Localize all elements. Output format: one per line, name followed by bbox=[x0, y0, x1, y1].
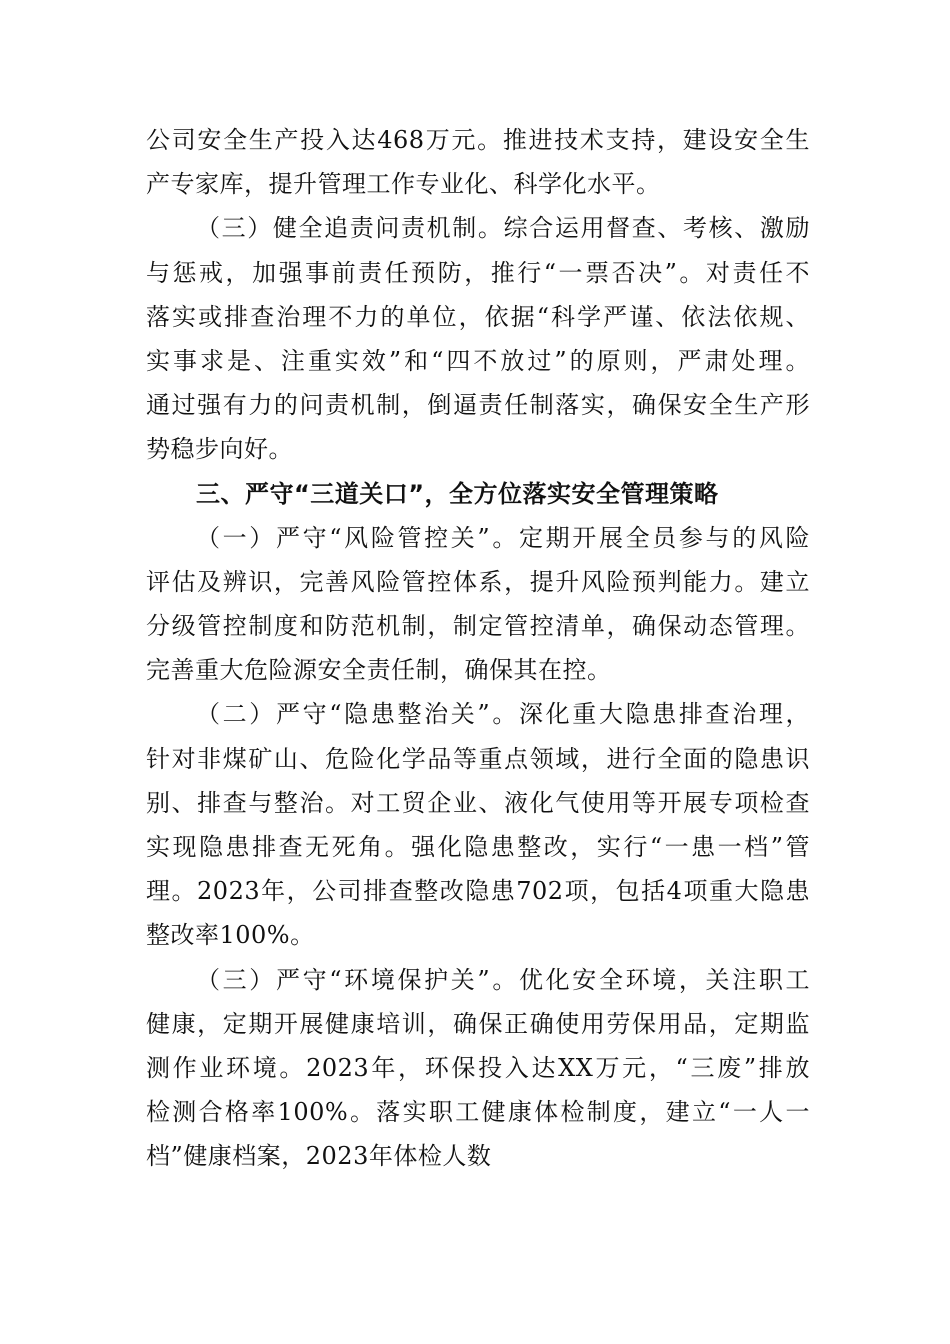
text-line: 分级管控制度和防范机制，制定管控清单，确保动态管理。 bbox=[146, 612, 810, 641]
text-line: 健康，定期开展健康培训，确保正确使用劳保用品，定期监 bbox=[146, 1009, 810, 1038]
text-line: 测作业环境。2023年，环保投入达XX万元，“三废”排放 bbox=[146, 1053, 810, 1082]
text-line: 落实或排查治理不力的单位，依据“科学严谨、依法依规、 bbox=[146, 302, 810, 331]
text-line: 针对非煤矿山、危险化学品等重点领域，进行全面的隐患识 bbox=[146, 744, 810, 773]
section-heading: 三、严守“三道关口”，全方位落实安全管理策略 bbox=[196, 479, 719, 508]
text-line: 检测合格率100%。落实职工健康体检制度，建立“一人一 bbox=[146, 1098, 810, 1127]
text-line: 别、排查与整治。对工贸企业、液化气使用等开展专项检查 bbox=[146, 788, 810, 817]
text-line: 与惩戒，加强事前责任预防，推行“一票否决”。对责任不 bbox=[146, 258, 810, 287]
text-line: 通过强有力的问责机制，倒逼责任制落实，确保安全生产形 bbox=[146, 391, 810, 420]
text-line: 档”健康档案，2023年体检人数 bbox=[146, 1142, 492, 1171]
text-line: 公司安全生产投入达468万元。推进技术支持，建设安全生 bbox=[146, 126, 810, 154]
text-line: 整改率100%。 bbox=[146, 921, 315, 950]
text-line: （三）严守“环境保护关”。优化安全环境，关注职工 bbox=[196, 965, 810, 994]
text-line: 理。2023年，公司排查整改隐患702项，包括4项重大隐患 bbox=[146, 877, 810, 906]
text-line: （一）严守“风险管控关”。定期开展全员参与的风险 bbox=[196, 523, 810, 552]
text-line: 产专家库，提升管理工作专业化、科学化水平。 bbox=[146, 170, 661, 199]
text-line: 评估及辨识，完善风险管控体系，提升风险预判能力。建立 bbox=[146, 567, 810, 596]
text-line: （三）健全追责问责机制。综合运用督查、考核、激励 bbox=[196, 214, 810, 243]
document-body bbox=[146, 118, 810, 1179]
text-line: 实事求是、注重实效”和“四不放过”的原则，严肃处理。 bbox=[146, 346, 810, 375]
text-line: 完善重大危险源安全责任制，确保其在控。 bbox=[146, 656, 612, 685]
text-line: 实现隐患排查无死角。强化隐患整改，实行“一患一档”管 bbox=[146, 833, 810, 861]
text-line: 势稳步向好。 bbox=[146, 435, 293, 464]
text-line: （二）严守“隐患整治关”。深化重大隐患排查治理， bbox=[196, 700, 810, 729]
